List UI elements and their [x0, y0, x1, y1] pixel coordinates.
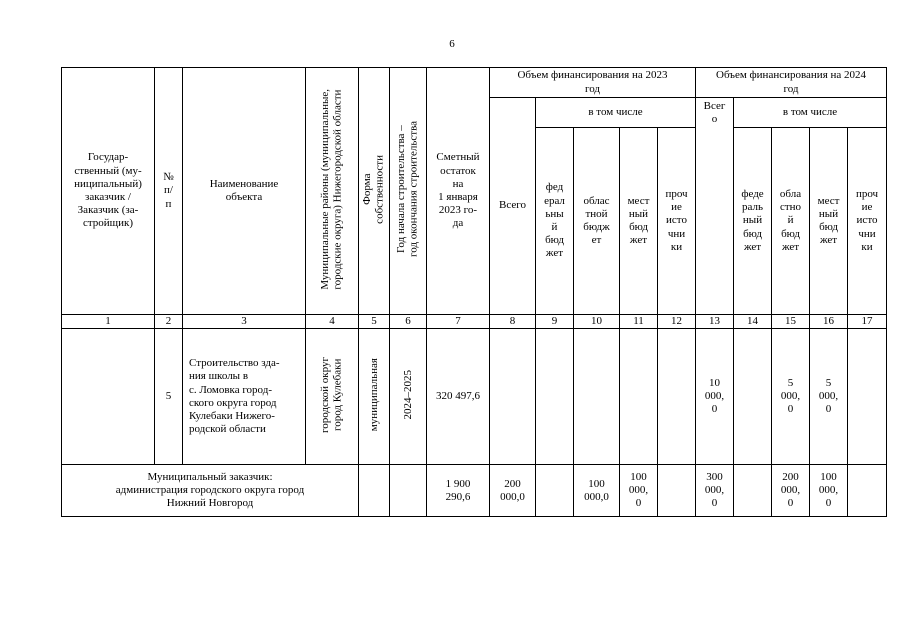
summary-label: Муниципальный заказчик: администрация городского округа город Нижний Новгород [62, 465, 359, 517]
header-federal-2024: феде раль ный бюд жет [734, 128, 772, 315]
header-districts: Муниципальные районы (муниципальные, городские округа) Нижегородской области [306, 68, 359, 315]
summary-federal-2024 [734, 465, 772, 517]
column-number: 5 [359, 315, 390, 329]
header-financing-2024: Объем финансирования на 2024 год [696, 68, 887, 98]
header-local-2023: мест ный бюд жет [620, 128, 658, 315]
row-local-2023 [620, 329, 658, 465]
column-numbers-row [62, 315, 887, 329]
header-local-2024: мест ный бюд жет [810, 128, 848, 315]
column-number: 2 [155, 315, 183, 329]
column-number: 4 [306, 315, 359, 329]
header-ownership: Форма собственности [359, 68, 390, 315]
table-row [62, 329, 887, 465]
column-number: 16 [810, 315, 848, 329]
column-number: 14 [734, 315, 772, 329]
column-number: 7 [427, 315, 490, 329]
header-regional-2023: облас тной бюдж ет [574, 128, 620, 315]
row-estimate: 320 497,6 [427, 329, 490, 465]
header-object-name: Наименование объекта [183, 68, 306, 315]
summary-other-2024 [848, 465, 887, 517]
summary-total-2023: 200 000,0 [490, 465, 536, 517]
header-estimate: Сметный остаток на 1 января 2023 го- да [427, 68, 490, 315]
row-other-2024 [848, 329, 887, 465]
summary-ownership [359, 465, 390, 517]
row-ownership: муниципальная [359, 329, 390, 465]
header-financing-2023: Объем финансирования на 2023 год [490, 68, 696, 98]
summary-federal-2023 [536, 465, 574, 517]
header-federal-2023: фед ерал ьны й бюд жет [536, 128, 574, 315]
column-number: 13 [696, 315, 734, 329]
header-regional-2024: обла стно й бюд жет [772, 128, 810, 315]
summary-row [62, 465, 887, 517]
header-total-2023: Всего [490, 98, 536, 315]
column-number: 17 [848, 315, 887, 329]
column-number: 8 [490, 315, 536, 329]
column-number: 12 [658, 315, 696, 329]
row-number: 5 [155, 329, 183, 465]
summary-regional-2024: 200 000, 0 [772, 465, 810, 517]
summary-local-2024: 100 000, 0 [810, 465, 848, 517]
column-number: 1 [62, 315, 155, 329]
page-number: 6 [449, 38, 455, 50]
header-customer: Государ- ственный (му- ниципальный) заказчик / Заказчик (за- стройщик) [62, 68, 155, 315]
header-years: Год начала строительства – год окончания строительства [390, 68, 427, 315]
header-total-2024: Всег о [696, 98, 734, 315]
column-number: 3 [183, 315, 306, 329]
row-local-2024: 5 000, 0 [810, 329, 848, 465]
header-number: № п/ п [155, 68, 183, 315]
row-other-2023 [658, 329, 696, 465]
header-other-2024: проч ие исто чни ки [848, 128, 887, 315]
row-federal-2024 [734, 329, 772, 465]
summary-total-2024: 300 000, 0 [696, 465, 734, 517]
column-number: 6 [390, 315, 427, 329]
column-number: 11 [620, 315, 658, 329]
header-including-2024: в том числе [734, 98, 887, 128]
column-number: 9 [536, 315, 574, 329]
row-regional-2024: 5 000, 0 [772, 329, 810, 465]
summary-regional-2023: 100 000,0 [574, 465, 620, 517]
row-object-name: Строительство зда- ния школы в с. Ломовка город- ского округа город Кулебаки Нижего- родской области [183, 329, 306, 465]
row-district: городской округ город Кулебаки [306, 329, 359, 465]
header-other-2023: проч ие исто чни ки [658, 128, 696, 315]
row-regional-2023 [574, 329, 620, 465]
row-federal-2023 [536, 329, 574, 465]
row-total-2024: 10 000, 0 [696, 329, 734, 465]
summary-years [390, 465, 427, 517]
column-number: 15 [772, 315, 810, 329]
row-customer-cell [62, 329, 155, 465]
summary-estimate: 1 900 290,6 [427, 465, 490, 517]
header-including-2023: в том числе [536, 98, 696, 128]
row-total-2023 [490, 329, 536, 465]
summary-other-2023 [658, 465, 696, 517]
financing-table [61, 67, 887, 517]
column-number: 10 [574, 315, 620, 329]
row-years: 2024–2025 [390, 329, 427, 465]
summary-local-2023: 100 000, 0 [620, 465, 658, 517]
